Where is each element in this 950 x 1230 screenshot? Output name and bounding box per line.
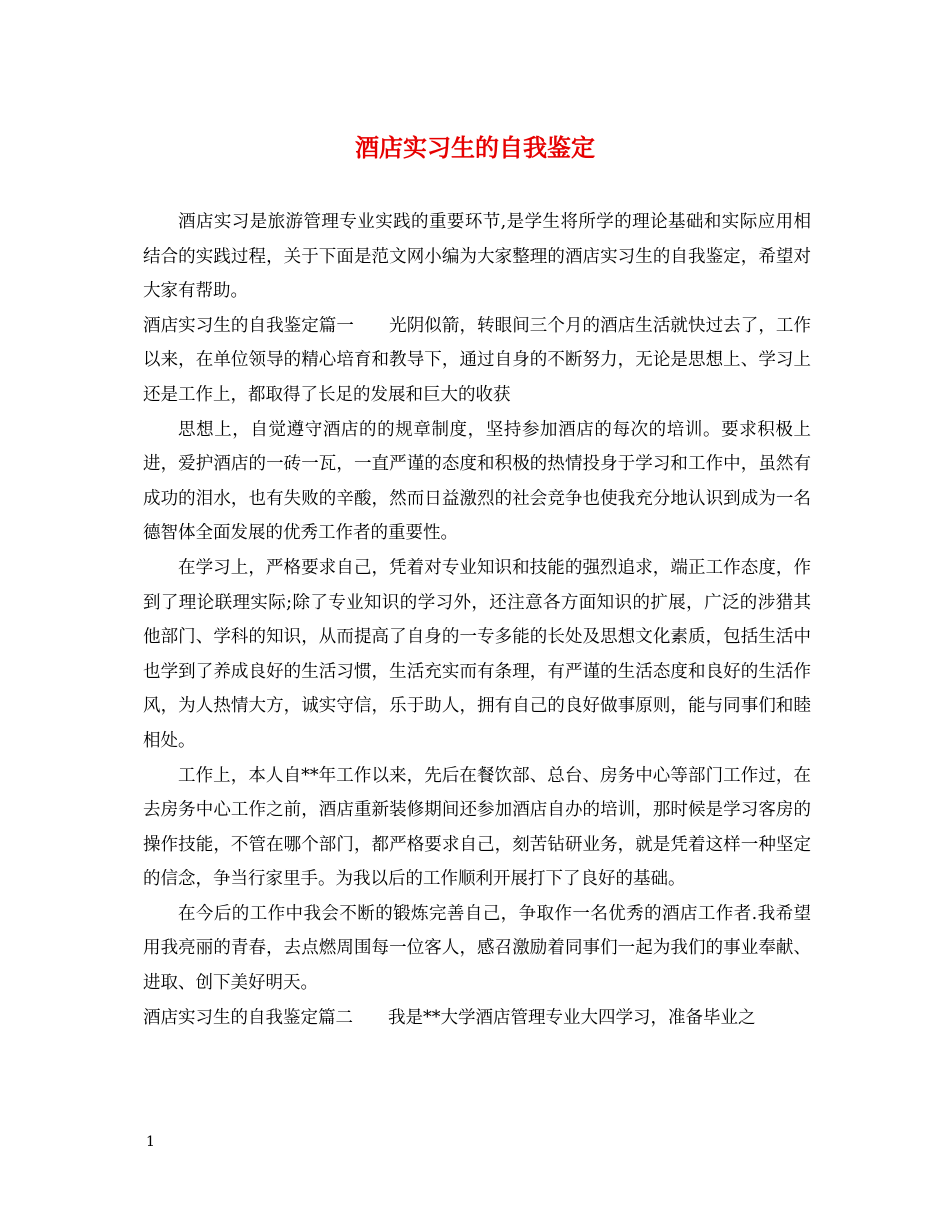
document-title: 酒店实习生的自我鉴定 [355, 133, 595, 162]
paragraph-work: 工作上，本人自**年工作以来，先后在餐饮部、总台、房务中心等部门工作过，在去房务中心工作之前，酒店重新装修期间还参加酒店自办的培训，那时候是学习客房的操作技能，不管在哪个部门，都严格要求自己，刻苦钻研业务，就是凭着这样一种坚定的信念，争当行家里手。为我以后的工作顺利开展打下了良好的基础。 [143, 765, 811, 890]
paragraph-section-two-heading: 酒店实习生的自我鉴定篇二 我是**大学酒店管理专业大四学习，准备毕业之 [143, 1007, 756, 1028]
paragraph-ideology: 思想上，自觉遵守酒店的的规章制度，坚持参加酒店的每次的培训。要求积极上进，爱护酒店的一砖一瓦，一直严谨的态度和积极的热情投身于学习和工作中，虽然有成功的泪水，也有失败的辛酸，然而日益激烈的社会竞争也使我充分地认识到成为一名德智体全面发展的优秀工作者的重要性。 [143, 419, 811, 544]
paragraph-section-one-heading: 酒店实习生的自我鉴定篇一 光阴似箭，转眼间三个月的酒店生活就快过去了，工作以来，在单位领导的精心培育和教导下，通过自身的不断努力，无论是思想上、学习上还是工作上，都取得了长足的发展和巨大的收获 [143, 315, 811, 405]
document-body [143, 205, 811, 1035]
paragraph-intro: 酒店实习是旅游管理专业实践的重要环节,是学生将所学的理论基础和实际应用相结合的实践过程，关于下面是范文网小编为大家整理的酒店实习生的自我鉴定，希望对大家有帮助。 [143, 212, 811, 302]
paragraph-study: 在学习上，严格要求自己，凭着对专业知识和技能的强烈追求，端正工作态度，作到了理论联理实际;除了专业知识的学习外，还注意各方面知识的扩展，广泛的涉猎其他部门、学科的知识，从而提高了自身的一专多能的长处及思想文化素质，包括生活中也学到了养成良好的生活习惯，生活充实而有条理，有严谨的生活态度和良好的生活作风，为人热情大方，诚实守信，乐于助人，拥有自己的良好做事原则，能与同事们和睦相处。 [143, 557, 811, 751]
page-number: 1 [146, 1134, 155, 1150]
paragraph-future: 在今后的工作中我会不断的锻炼完善自己，争取作一名优秀的酒店工作者.我希望用我亮丽的青春，去点燃周围每一位客人，感召激励着同事们一起为我们的事业奉献、进取、创下美好明天。 [143, 903, 811, 994]
